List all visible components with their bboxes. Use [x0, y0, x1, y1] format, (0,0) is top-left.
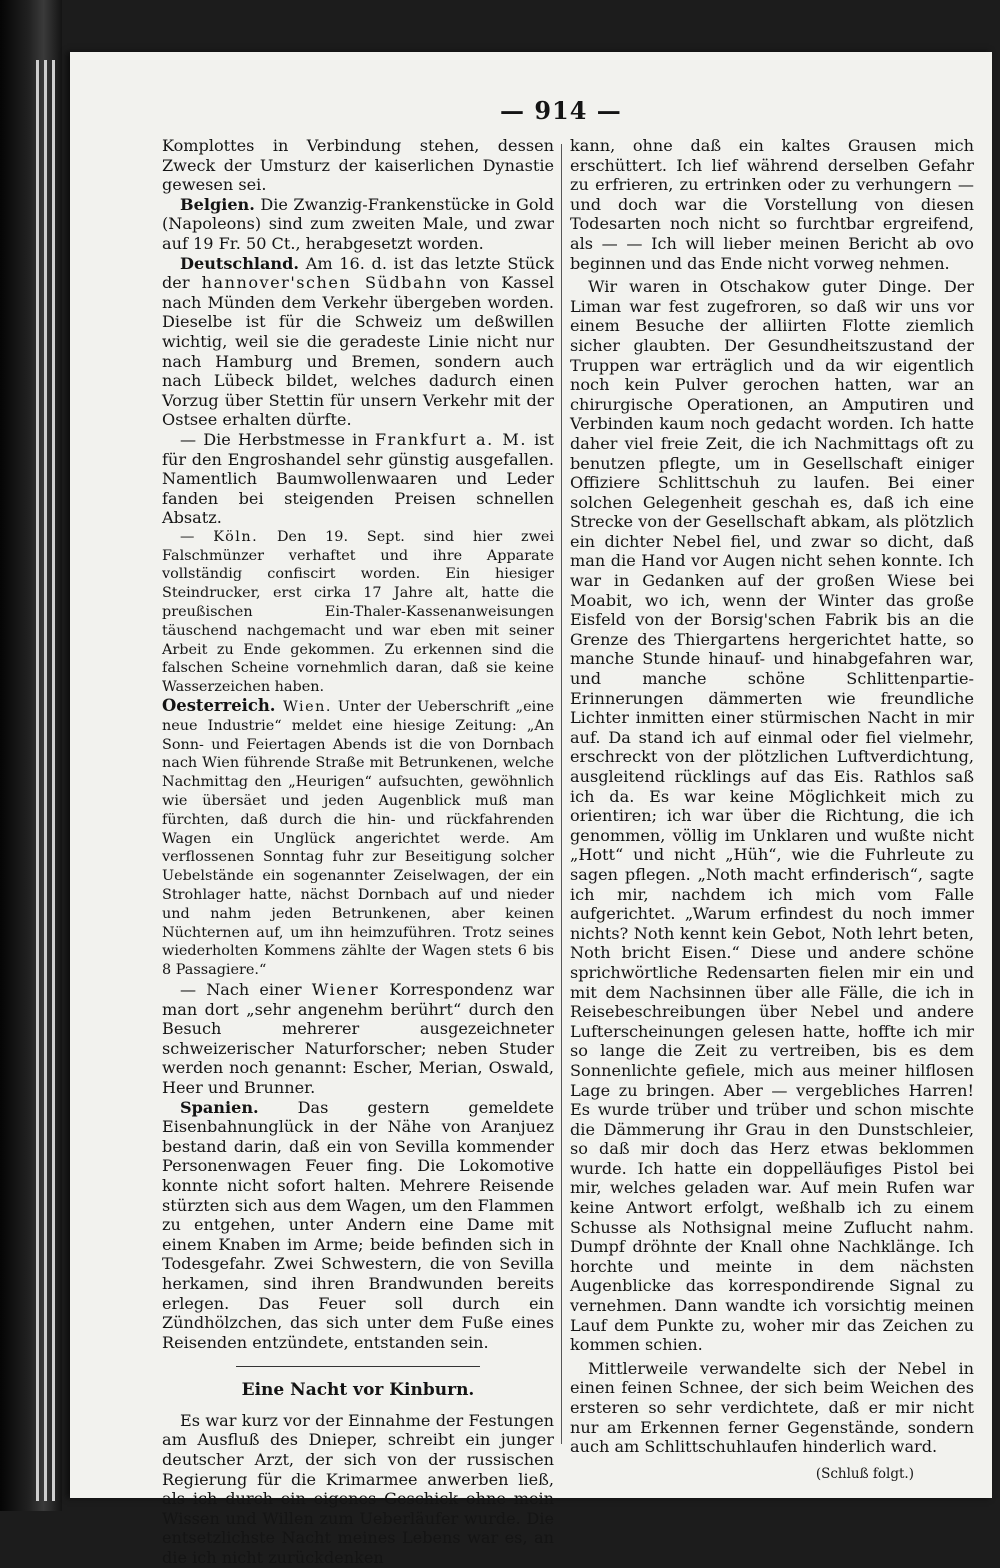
text-koeln-spaced: Köln.	[213, 528, 259, 545]
page-edge	[36, 60, 39, 1501]
text-belgien: Die Zwanzig-Frankenstücke in Gold (Napoleons) sind zum zweiten Male, und zwar auf 19 Fr. 50 Ct., herabgesetzt worden.	[162, 194, 554, 253]
left-column	[162, 136, 554, 1568]
text-deutschland-pre: Am 16. d. ist das letzte Stück der	[162, 253, 554, 293]
section-spanien	[162, 1098, 554, 1353]
text-frankfurt-spaced: Frankfurt a. M.	[374, 429, 527, 449]
text-koeln-pre: —	[180, 528, 214, 545]
text-frankfurt-post: ist für den Engroshandel sehr günstig ausgefallen. Namentlich Baumwollenwaaren und Leder fanden bei steigenden Preisen schnellen Absatz.	[162, 429, 554, 528]
section-deutschland	[162, 254, 554, 430]
story-paragraph-1-continued: kann, ohne daß ein kaltes Grausen mich erschüttert. Ich lief während derselben Gefahr zu erfrieren, zu ertrinken oder zu verhungern — und doch war die Vorstellung von diesen Todesarten noch nicht so furchtbar ergreifend, als — — Ich will lieber meinen Bericht ab ovo beginnen und das Ende nicht vorweg nehmen.	[570, 136, 974, 273]
page-number: — 914 —	[500, 96, 622, 125]
column-divider	[561, 144, 562, 1444]
text-deutschland-spaced: hannover'schen Südbahn	[201, 273, 448, 293]
story-title: Eine Nacht vor Kinburn.	[241, 1380, 475, 1401]
text-spanien: Das gestern gemeldete Eisenbahnunglück in der Nähe von Aranjuez bestand darin, daß ein von Sevilla kommender Personenwagen Feuer fing. Die Lokomotive konnte nicht sofort halten. Mehrere Reisende stürzten sich aus dem Wagen, um den Flammen zu entgehen, unter Andern eine Dame mit einem Knaben im Arme; beide befinden sich in Todesgefahr. Zwei Schwestern, die von Sevilla herkamen, sind ihren Brandwunden bereits erlegen. Das Feuer soll durch ein Zündhölzchen, das sich unter dem Fuße eines Reisenden entzündete, entstanden sein.	[162, 1097, 554, 1352]
right-column	[570, 136, 974, 1484]
newspaper-page	[70, 52, 992, 1568]
text-wiener-pre: — Nach einer	[180, 980, 312, 999]
heading-spanien: Spanien.	[180, 1097, 259, 1117]
section-frankfurt	[162, 430, 554, 528]
continuation-note: (Schluß folgt.)	[815, 1465, 914, 1482]
heading-belgien: Belgien.	[180, 194, 255, 214]
section-koeln	[162, 528, 554, 697]
section-wiener	[162, 980, 554, 1098]
heading-deutschland: Deutschland.	[180, 253, 299, 273]
paragraph-komplott: Komplottes in Verbindung stehen, dessen Zweck der Umsturz der kaiserlichen Dynastie gewesen sei.	[162, 136, 554, 195]
text-oesterreich-post: Unter der Ueberschrift „eine neue Industrie“ meldet eine hiesige Zeitung: „An Sonn- und Feiertagen Abends ist die von Dornbach nach Wien führende Straße mit Betrunkenen, welche Nachmittag den „Heurigen“ aufsuchten, gewöhnlich wie übersäet und jeden Augenblick muß man fürchten, daß durch die hin- und rückfahrenden Wagen ein Unglück angerichtet werde. Am verflossenen Sonntag fuhr zur Beseitigung solcher Uebelstände ein sogenannter Zeiselwagen, der ein Strohlager hatte, nächst Dornbach auf und nieder und nahm jeden Betrunkenen, aber keinen Nüchternen auf, um ihn heimzuführen. Trotz seines wiederholten Kommens zählte der Wagen stets 6 bis 8 Passagiere.“	[162, 699, 554, 979]
text-koeln-post: Den 19. Sept. sind hier zwei Falschmünzer verhaftet und ihre Apparate vollständig confiscirt worden. Ein hiesiger Steindrucker, erst cirka 17 Jahre alt, hatte die preußischen Ein-Thaler-Kassenanweisungen täuschend nachgemacht und war eben mit seiner Arbeit zu Ende gekommen. Zu erkennen sind die falschen Scheine vornehmlich daran, daß sie keine Wasserzeichen haben.	[162, 528, 555, 696]
story-paragraph-3: Mittlerweile verwandelte sich der Nebel in einen feinen Schnee, der sich beim Weichen des ersteren so sehr verdichtete, daß er mir nicht nur am Erkennen ferner Gegenstände, sondern auch am Schlittschuhlaufen hinderlich ward.	[570, 1358, 974, 1457]
text-wiener-spaced: Wiener	[311, 980, 380, 999]
text-deutschland-post: von Kassel nach Münden dem Verkehr übergeben worden. Dieselbe ist für die Schweiz um deßwillen wichtig, weil sie die geradeste Linie nicht nur nach Hamburg und Bremen, sondern auch nach Lübeck bildet, welches dadurch einen Vorzug über Stettin für unsern Verkehr mit der Ostsee erhalten dürfte.	[162, 273, 555, 430]
story-paragraph-2: Wir waren in Otschakow guter Dinge. Der Liman war fest zugefroren, so daß wir uns vor einem Besuche der alliirten Flotte ziemlich sicher glaubten. Der Gesundheitszustand der Truppen war erträglich und da wir eigentlich noch kein Pulver gerochen hatten, war an chirurgische Operationen, an Amputiren und Verbinden kaum noch gedacht worden. Ich hatte daher viel freie Zeit, die ich Nachmittags oft zu benutzen pflegte, um in Gesellschaft einiger Offiziere Schlittschuh zu laufen. Bei einer solchen Gelegenheit geschah es, daß ich eine Strecke von der Gesellschaft abkam, als plötzlich ein dichter Nebel fiel, und zwar so dicht, daß man die Hand vor Augen nicht sehen konnte. Ich war in Gedanken auf der großen Wiese bei Moabit, wo ich, wenn der Winter das große Eisfeld von der Borsig'schen Fabrik bis an die Grenze des Thiergartens hergerichtet hatte, so manche Stunde hinauf- und hinabgefahren war, und manche schöne Schlittenpartie-Erinnerungen dämmerten wie freundliche Lichter inmitten einer stürmischen Nacht in mir auf. Da stand ich auf einmal oder fiel vielmehr, erschreckt von der plötzlichen Luftverdichtung, ausgleitend rücklings auf das Eis. Rathlos saß ich da. Es war keine Möglichkeit mich zu orientiren; ich war über die Richtung, die ich genommen, völlig im Unklaren und wußte nicht „Hott“ und nicht „Hüh“, wie die Fuhrleute zu sagen pflegen. „Noth macht erfinderisch“, sagte ich mir, nachdem ich mich vom Falle aufgerichtet. „Warum erfindest du noch immer nichts? Noth kennt kein Gebot, Noth lehrt beten, Noth bricht Eisen.“ Diese und andere schöne sprichwörtliche Redensarten fielen mir ein und mit dem Nachsinnen über alle Fälle, die ich in Reisebeschreibungen über Nebel und andere Lufterscheinungen gelesen hatte, hoffte ich mir so lange die Zeit zu vertreiben, bis es dem Sonnenlichte gefiele, mich aus meiner hilflosen Lage zu bringen. Aber — vergebliches Harren! Es wurde trüber und trüber und schon mischte die Dämmerung ihr Grau in den Dunstschleier, so daß mir doch das Herz etwas beklommen wurde. Ich hatte ein doppelläufiges Pistol bei mir, welches geladen war. Auf mein Rufen war keine Antwort erfolgt, weßhalb ich zu einem Schusse als Nothsignal meine Zuflucht nahm. Dumpf dröhnte der Knall ohne Nachklänge. Ich horchte und meinte in dem nächsten Augenblicke das korrespondirende Signal zu vernehmen. Dann wandte ich vorsichtig meinen Lauf dem Punkte zu, woher mir das Zeichen zu kommen schien.	[570, 277, 974, 1355]
story-paragraph-1: Es war kurz vor der Einnahme der Festungen am Ausfluß des Dnieper, schreibt ein junger deutscher Arzt, der sich von der russischen Regierung für die Krimarmee anwerben ließ, als ich durch ein eigenes Geschick ohne mein Wissen und Willen zum Ueberläufer wurde. Die entsetzlichste Nacht meines Lebens war es, an die ich nicht zurückdenken	[162, 1410, 554, 1568]
text-oesterreich-spaced: Wien.	[275, 699, 332, 716]
page-edge	[44, 60, 47, 1501]
section-belgien	[162, 195, 554, 254]
section-divider	[236, 1366, 479, 1367]
text-frankfurt-pre: — Die Herbstmesse in	[180, 429, 375, 449]
heading-oesterreich: Oesterreich.	[162, 696, 276, 716]
page-edge	[52, 60, 55, 1501]
section-oesterreich	[162, 697, 554, 980]
text-wiener-post: Korrespondenz war man dort „sehr angenehm berührt“ durch den Besuch mehrerer ausgezeichneter schweizerischer Naturforscher; neben Studer werden noch genannt: Escher, Merian, Oswald, Heer und Brunner.	[162, 980, 554, 1097]
